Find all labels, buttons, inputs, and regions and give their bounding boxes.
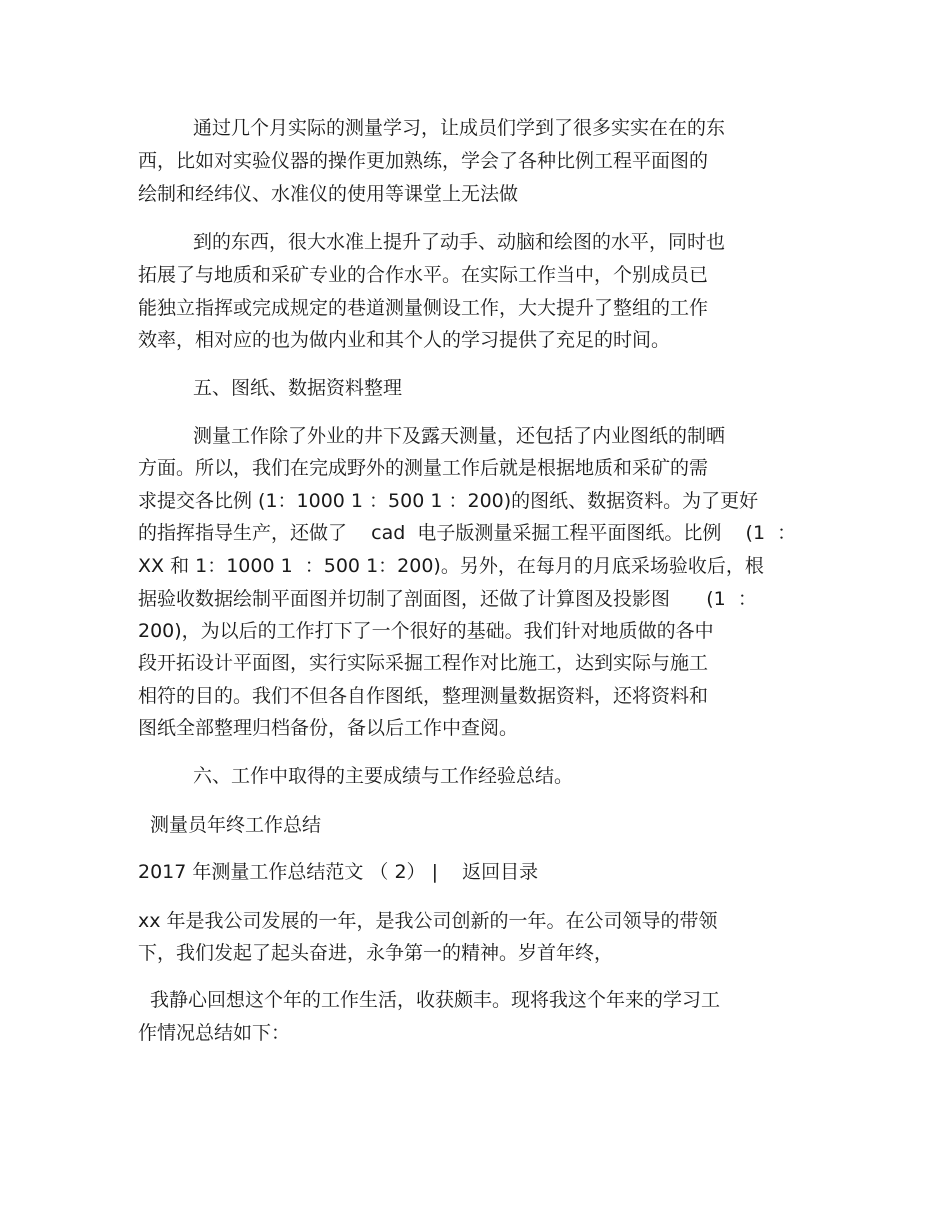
paragraph-line: 绘制和经纬仪、水准仪的使用等课堂上无法做 [138, 183, 519, 205]
paragraph-line: 图纸全部整理归档备份，备以后工作中查阅。 [138, 717, 519, 739]
paragraph-line: 作情况总结如下： [138, 1022, 291, 1044]
paragraph-line: 测量工作除了外业的井下及露天测量，还包括了内业图纸的制晒 [193, 425, 726, 447]
section-heading-6: 六、工作中取得的主要成绩与工作经验总结。 [193, 765, 574, 787]
paragraph-line: 通过几个月实际的测量学习，让成员们学到了很多实实在在的东 [193, 117, 726, 139]
paragraph-line: 下，我们发起了起头奋进，永争第一的精神。岁首年终， [138, 942, 614, 964]
paragraph-line: 段开拓设计平面图，实行实际采掘工程作对比施工，达到实际与施工 [138, 652, 709, 674]
subtitle-return-link[interactable]: 2017 年测量工作总结范文 （ 2） | 返回目录 [138, 861, 539, 883]
paragraph-line: 拓展了与地质和采矿专业的合作水平。在实际工作当中，个别成员已 [138, 264, 709, 286]
paragraph-line: 相符的目的。我们不但各自作图纸，整理测量数据资料，还将资料和 [138, 685, 709, 707]
paragraph-line: 据验收数据绘制平面图并切制了剖面图，还做了计算图及投影图 (1 ： [138, 588, 757, 610]
paragraph-line: 西，比如对实验仪器的操作更加熟练，学会了各种比例工程平面图的 [138, 150, 709, 172]
paragraph-line: XX 和 1：1000 1 ：500 1：200)。另外，在每月的月底采场验收后，根 [138, 555, 764, 577]
paragraph-line: 能独立指挥或完成规定的巷道测量侧设工作，大大提升了整组的工作 [138, 297, 709, 319]
section-heading-5: 五、图纸、数据资料整理 [193, 377, 403, 399]
paragraph-line: 200)，为以后的工作打下了一个很好的基础。我们针对地质做的各中 [138, 620, 714, 642]
paragraph-line: xx 年是我公司发展的一年，是我公司创新的一年。在公司领导的带领 [138, 910, 718, 932]
paragraph-line: 效率，相对应的也为做内业和其个人的学习提供了充足的时间。 [138, 329, 671, 351]
paragraph-line: 到的东西，很大水准上提升了动手、动脑和绘图的水平，同时也 [193, 231, 726, 253]
paragraph-line: 的指挥指导生产，还做了 cad 电子版测量采掘工程平面图纸。比例 (1 ： [138, 522, 797, 544]
document-title: 测量员年终工作总结 [150, 814, 322, 836]
paragraph-line: 方面。所以，我们在完成野外的测量工作后就是根据地质和采矿的需 [138, 457, 709, 479]
paragraph-line: 我静心回想这个年的工作生活，收获颇丰。现将我这个年来的学习工 [150, 989, 721, 1011]
paragraph-line: 求提交各比例 (1：1000 1 ：500 1 ：200)的图纸、数据资料。为了更好 [138, 490, 759, 512]
